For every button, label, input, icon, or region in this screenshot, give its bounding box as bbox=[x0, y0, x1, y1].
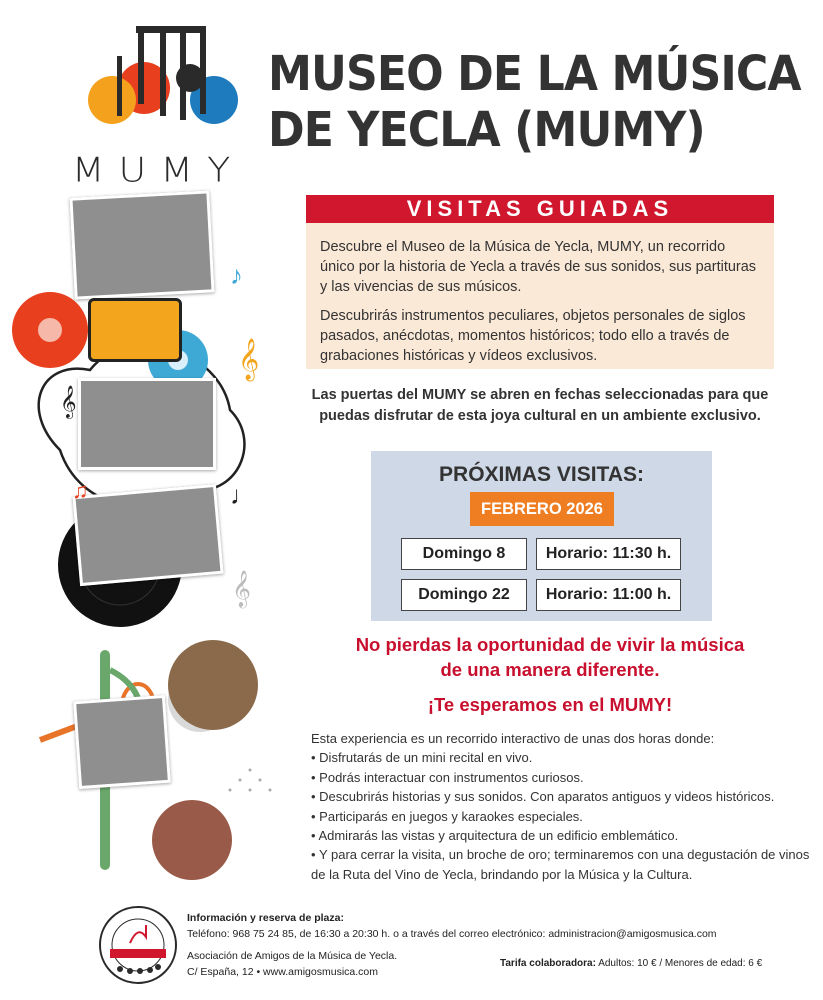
list-item: • Podrás interactuar con instrumentos curiosos. bbox=[311, 768, 811, 787]
tariff-value: Adultos: 10 € / Menores de edad: 6 € bbox=[598, 958, 763, 969]
treble-clef-icon: 𝄞 bbox=[232, 570, 251, 606]
intro-paragraph-1: Descubre el Museo de la Música de Yecla, MUMY, un recorrido único por la historia de Yecla a través de sus sonidos, sus partituras y las vivencias de sus músicos. bbox=[320, 239, 757, 295]
experience-details bbox=[311, 729, 811, 884]
band-photo-1 bbox=[69, 190, 214, 299]
info-heading: Información y reserva de plaza: bbox=[187, 912, 344, 924]
cta-line-2: de una manera diferente. bbox=[440, 659, 660, 680]
list-item: • Disfrutarás de un mini recital en vivo. bbox=[311, 748, 811, 767]
photo-collage bbox=[0, 190, 300, 900]
cta-line-1: No pierdas la oportunidad de vivir la música bbox=[355, 634, 745, 655]
treble-clef-icon: 𝄞 bbox=[60, 386, 77, 417]
association-name: Asociación de Amigos de la Música de Yecla. bbox=[187, 950, 398, 962]
details-intro: Esta experiencia es un recorrido interactivo de unas dos horas donde: bbox=[311, 731, 715, 746]
music-note-icon: ♪ bbox=[230, 260, 243, 290]
intro-box bbox=[306, 223, 774, 369]
title-line-1: MUSEO DE LA MÚSICA bbox=[268, 46, 801, 102]
page-title bbox=[268, 46, 808, 158]
logo-wordmark: MUMY bbox=[71, 150, 245, 190]
radio-icon bbox=[88, 298, 182, 362]
band-photo-2 bbox=[78, 378, 216, 470]
details-list bbox=[311, 748, 811, 884]
music-note-icon: ♩ bbox=[230, 480, 256, 510]
cta-line-3: ¡Te esperamos en el MUMY! bbox=[427, 694, 673, 715]
piano-photo bbox=[73, 695, 171, 789]
tariff bbox=[500, 958, 762, 969]
visit-day-2: Domingo 22 bbox=[401, 579, 527, 611]
title-line-2: DE YECLA (MUMY) bbox=[268, 102, 705, 158]
music-note-icon: ♫ bbox=[72, 478, 89, 503]
contact-line: Teléfono: 968 75 24 85, de 16:30 a 20:30 h. o a través del correo electrónico: administracion@amigosmusica.com bbox=[187, 928, 717, 940]
call-to-action bbox=[300, 632, 800, 717]
visit-time-2: Horario: 11:00 h. bbox=[536, 579, 681, 611]
next-visits-heading: PRÓXIMAS VISITAS: bbox=[439, 463, 644, 486]
guided-visits-banner: VISITAS GUIADAS bbox=[306, 195, 774, 223]
treble-clef-icon: 𝄞 bbox=[238, 338, 260, 379]
visit-day-1: Domingo 8 bbox=[401, 538, 527, 570]
association-seal bbox=[96, 903, 180, 987]
month-badge: FEBRERO 2026 bbox=[470, 492, 614, 526]
address-line: C/ España, 12 • www.amigosmusica.com bbox=[187, 966, 378, 978]
wine-glasses-icon bbox=[152, 800, 232, 880]
group-photo bbox=[72, 484, 223, 586]
list-item: • Y para cerrar la visita, un broche de oro; terminaremos con una degustación de vinos de la Ruta del Vino de Yecla, brindando por la Música y la Cultura. bbox=[311, 845, 811, 884]
list-item: • Descubrirás historias y sus sonidos. Con aparatos antiguos y videos históricos. bbox=[311, 787, 811, 806]
tariff-label: Tarifa colaboradora: bbox=[500, 958, 596, 969]
list-item: • Admirarás las vistas y arquitectura de un edificio emblemático. bbox=[311, 826, 811, 845]
visit-time-1: Horario: 11:30 h. bbox=[536, 538, 681, 570]
intro-paragraph-2: Descubrirás instrumentos peculiares, objetos personales de siglos pasados, anécdotas, momentos históricos; todo ello a través de grabaciones históricas y vídeos exclusivos. bbox=[320, 308, 746, 364]
portrait-photo bbox=[168, 640, 258, 730]
footer-info bbox=[187, 910, 807, 980]
list-item: • Participarás en juegos y karaokes especiales. bbox=[311, 807, 811, 826]
doors-text: Las puertas del MUMY se abren en fechas seleccionadas para que puedas disfrutar de esta joya cultural en un ambiente exclusivo. bbox=[311, 387, 769, 424]
